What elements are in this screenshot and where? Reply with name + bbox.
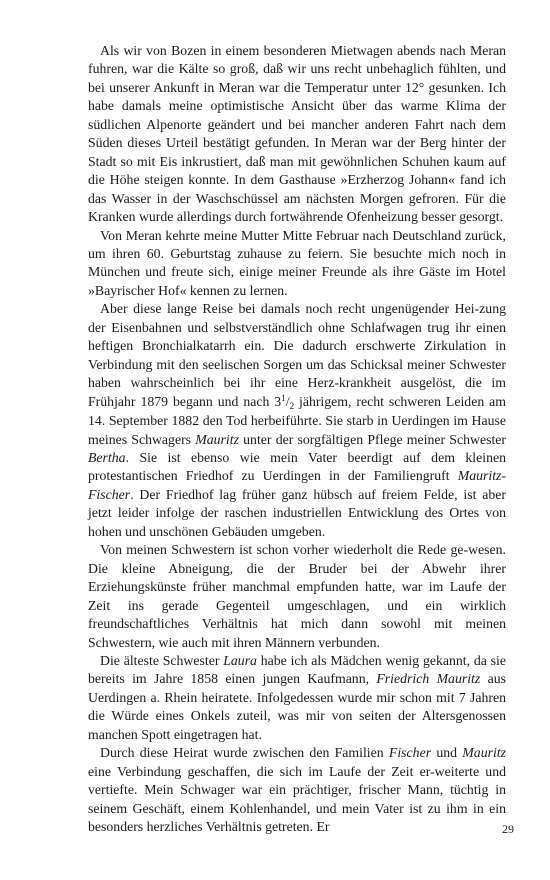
text-run: Aber diese lange Reise bei damals noch recht ungenügender Hei-zung der Eisenbahnen und selbstverständlich ohne Schlafwagen trug ihr einen heftigen Bronchialkatarrh ein. Die dadurch erschwerte Zirkulation in Verbindung mit den seelischen Sorgen um das Schicksal meiner Schwester haben wahrscheinlich bei ihr eine Herz-krankheit ausgelöst, die im Frühjahr 1879 begann und nach 3 <box>88 301 506 409</box>
paragraph <box>88 541 506 652</box>
fraction-denominator: 2 <box>289 400 295 411</box>
italic-name: Laura <box>223 652 257 668</box>
text-run: habe ich als Mädchen wenig gekannt, da sie bereits im Jahre 1858 einen jungen Kaufmann, <box>88 652 506 687</box>
italic-name: Bertha <box>88 449 126 465</box>
text-run: / <box>285 393 290 409</box>
text-run: Von Meran kehrte meine Mutter Mitte Februar nach Deutschland zurück, um ihren 60. Geburtstag zuhause zu feiern. Sie besuchte mich noch in München und freute sich, einige meiner Freunde als ihre Gäste im Hotel »Bayrischer Hof« kennen zu lernen. <box>88 227 506 298</box>
paragraph <box>88 42 506 227</box>
fraction-numerator: 1 <box>281 392 286 403</box>
italic-name: Mauritz <box>195 431 239 447</box>
text-run: jährigem, recht schweren Leiden am 14. September 1882 den Tod herbeiführte. Sie starb in Uerdingen im Hause meines Schwagers <box>88 393 506 447</box>
text-run: eine Verbindung geschaffen, die sich im Laufe der Zeit er-weiterte und vertiefte. Mein Schwager war ein prächtiger, frischer Mann, tüchtig in seinem Geschäft, einem Kohlenhandel, und mein Vater ist zu ihm in ein besonders herzliches Verhältnis getreten. Er <box>88 763 506 835</box>
paragraph <box>88 300 506 541</box>
body-text <box>88 42 506 836</box>
text-run: Die älteste Schwester <box>100 652 224 668</box>
page-number: 29 <box>502 822 514 836</box>
text-run: . Der Friedhof lag früher ganz hübsch auf freiem Felde, ist aber jetzt leider infolge der raschen industriellen Entwicklung des Ortes von hohen und unschönen Gebäuden umgeben. <box>88 486 506 539</box>
italic-name: Mauritz-Fischer <box>88 468 506 502</box>
text-run: Als wir von Bozen in einem besonderen Mietwagen abends nach Meran fuhren, war die Kälte so groß, daß wir uns recht unbehaglich fühlten, und bei unserer Ankunft in Meran war die Temperatur unter 12° gesunken. Ich habe damals meine optimistische Ansicht über das warme Klima der südlichen Alpenorte geändert und bei mancher anderen Fahrt nach dem Süden dieses Urteil bestätigt gefunden. In Meran war der Berg hinter der Stadt so mit Eis inkrustiert, daß man mit gewöhnlichen Schuhen kaum auf die Höhe steigen konnte. In dem Gasthause »Erzherzog Johann« fand ich das Wasser in der Waschschüssel am nächsten Morgen gefroren. Für die Kranken wurde allerdings durch fortwährende Ofenheizung besser gesorgt. <box>88 43 506 225</box>
text-run: Von meinen Schwestern ist schon vorher wiederholt die Rede ge-wesen. Die kleine Abneigung, die der Bruder bei der Abwehr ihrer Erziehungskünste früher manchmal empfunden hatte, war im Laufe der Zeit ins gerade Gegenteil umgeschlagen, und ein wirklich freundschaftliches Verhältnis hat mich dann sowohl mit meinen Schwestern, wie auch mit ihren Männern verbunden. <box>88 542 506 650</box>
paragraph <box>88 744 506 836</box>
italic-name: Friedrich Mauritz <box>376 671 481 687</box>
text-run: Durch diese Heirat wurde zwischen den Familien <box>100 745 389 761</box>
paragraph <box>88 227 506 301</box>
text-run: und <box>431 745 463 761</box>
paragraph <box>88 652 506 744</box>
italic-name: Fischer <box>388 745 432 761</box>
text-run: . Sie ist ebenso wie mein Vater beerdigt auf dem kleinen protestantischen Friedhof zu Uerdingen in der Familiengruft <box>88 449 506 484</box>
text-run: aus Uerdingen a. Rhein heiratete. Infolgedessen wurde mir schon mit 7 Jahren die Würde eines Onkels zuteil, was mir von seiten der Altersgenossen manchen Spott eingetragen hat. <box>88 671 506 742</box>
text-run: unter der sorgfältigen Pflege meiner Schwester <box>238 431 506 447</box>
italic-name: Mauritz <box>462 745 506 761</box>
